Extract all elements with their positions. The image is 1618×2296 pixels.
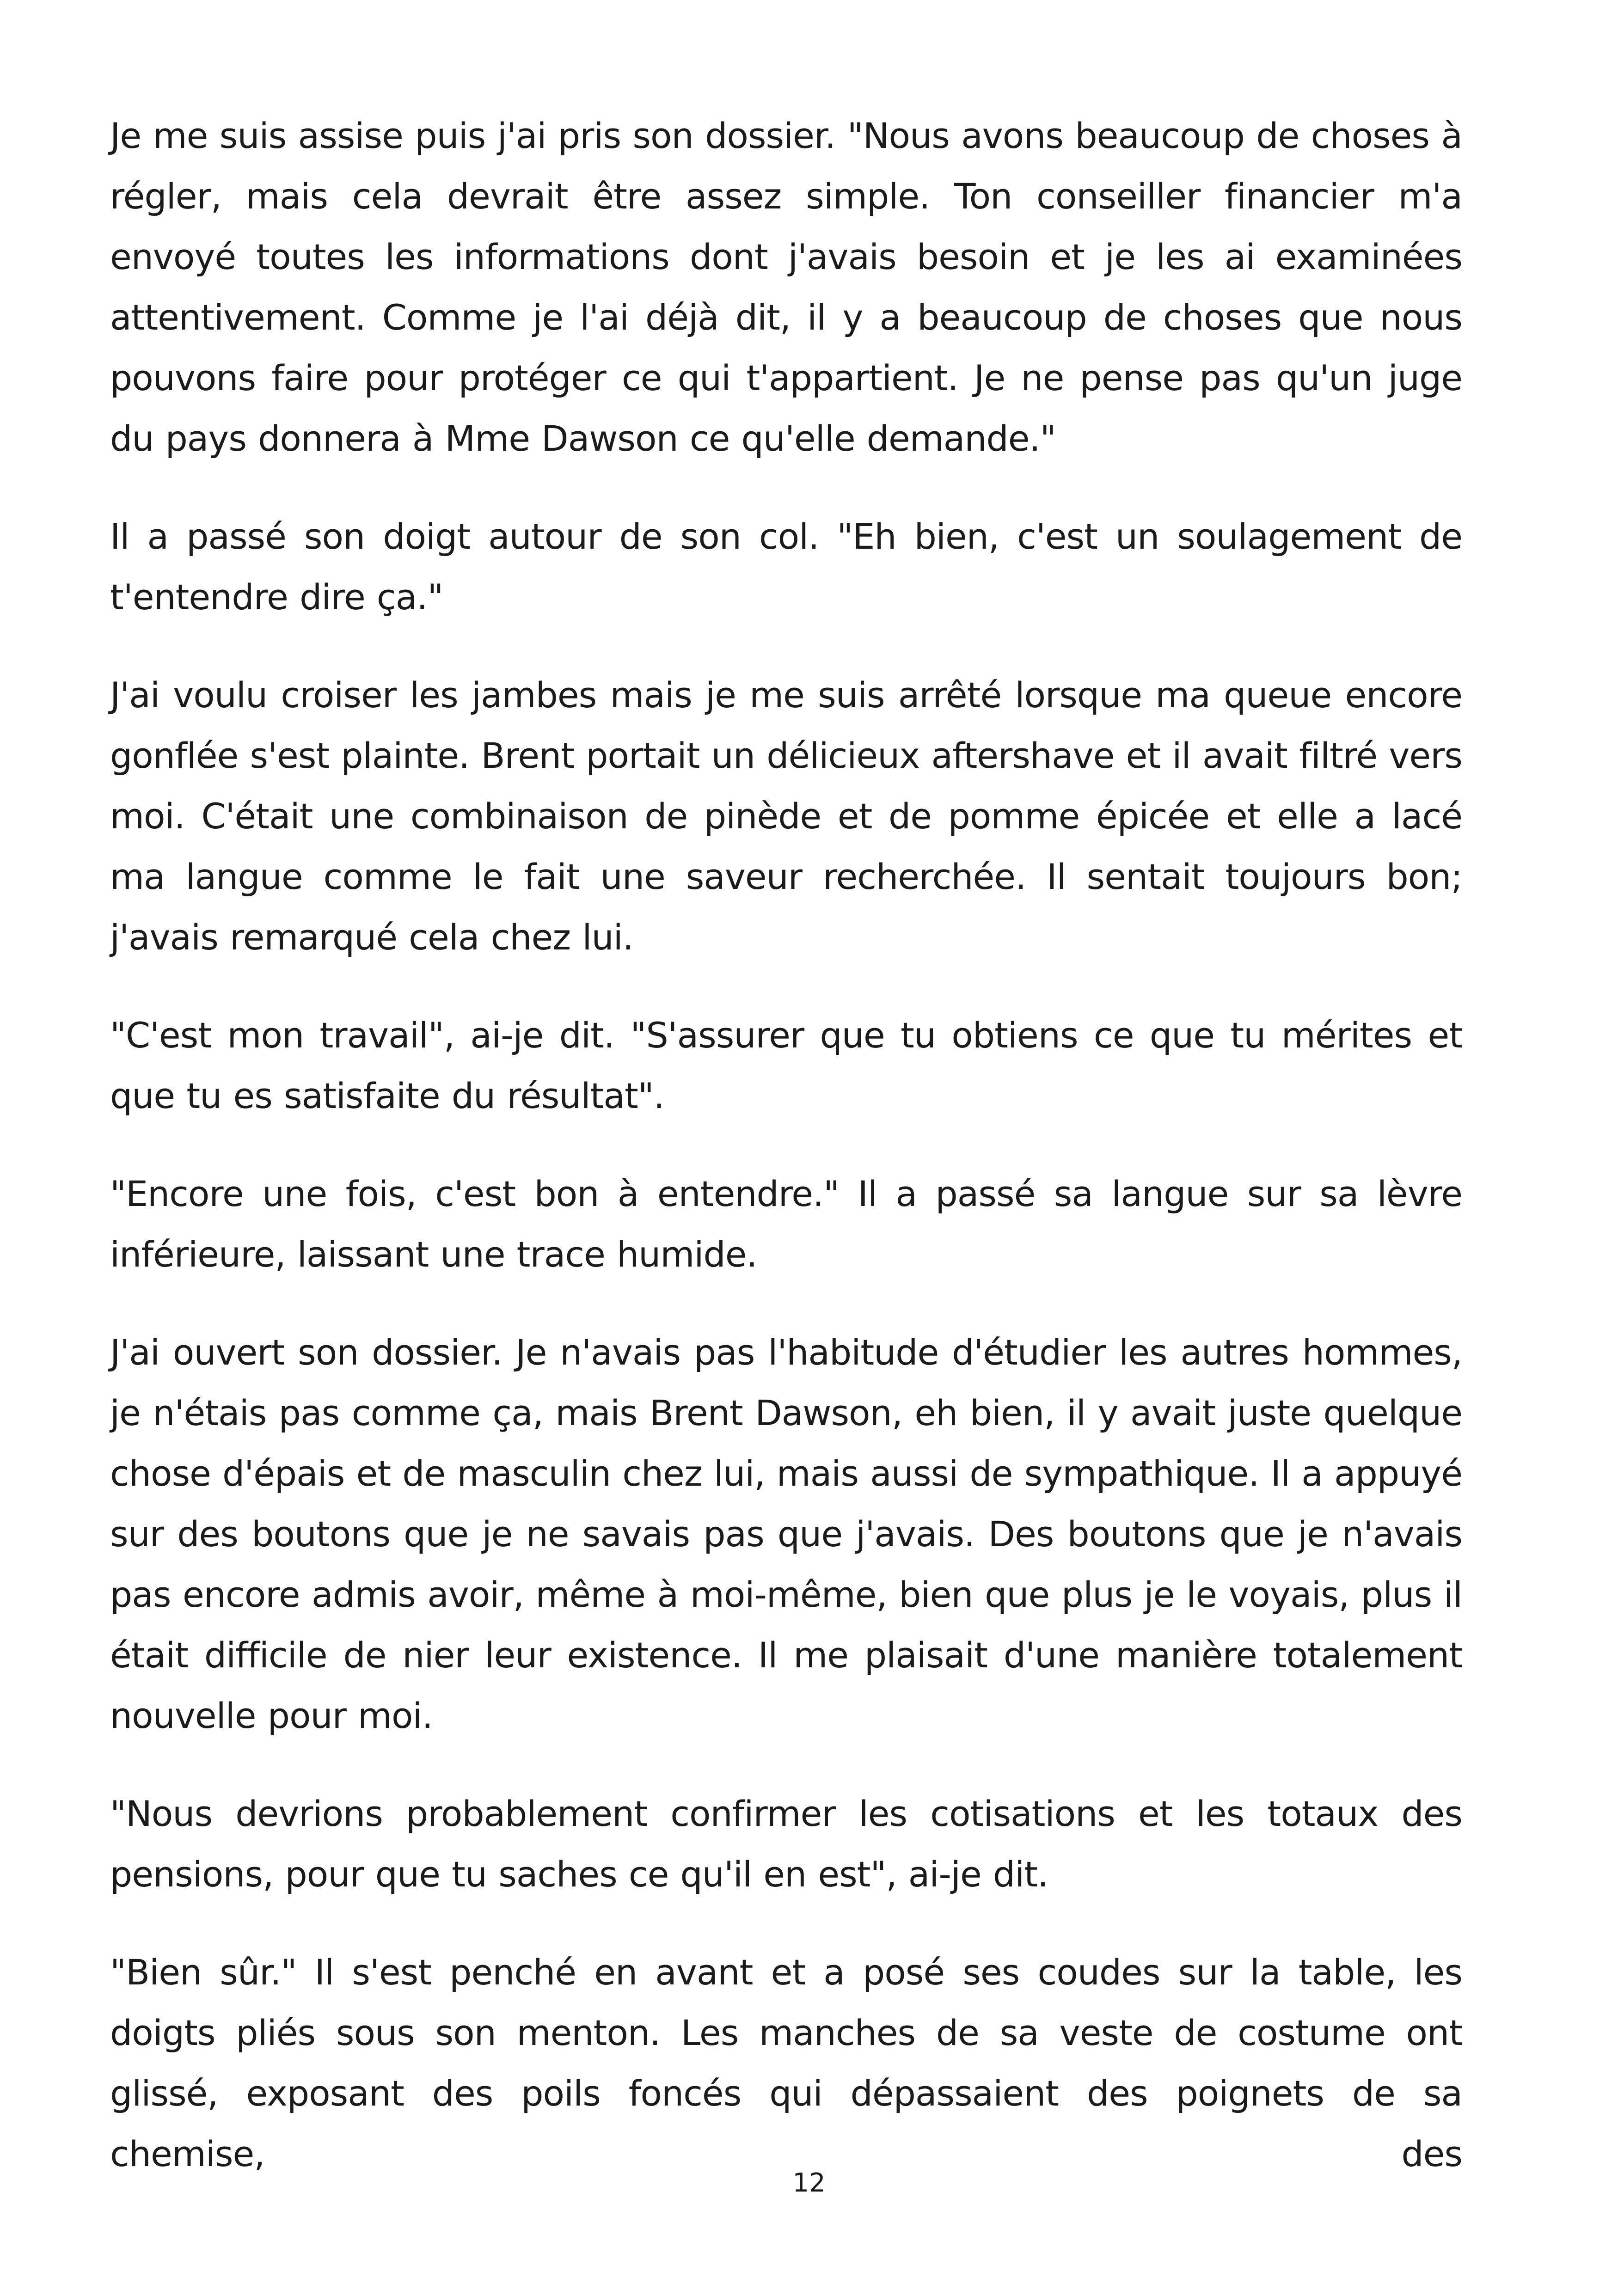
paragraph: "C'est mon travail", ai-je dit. "S'assurer que tu obtiens ce que tu mérites et que tu es satisfaite du résultat". [110,1015,1462,1116]
paragraph: "Nous devrions probablement confirmer les cotisations et les totaux des pensions, pour que tu saches ce qu'il en est", ai-je dit. [110,1793,1462,1895]
paragraph: Je me suis assise puis j'ai pris son dossier. "Nous avons beaucoup de choses à régler, mais cela devrait être assez simple. Ton conseiller financier m'a envoyé toutes les informations dont j'avais besoin et je les ai examinées attentivement. Comme je l'ai déjà dit, il y a beaucoup de choses que nous pouvons faire pour protéger ce qui t'appartient. Je ne pense pas qu'un juge du pays donnera à Mme Dawson ce qu'elle demande." [110,115,1462,459]
paragraph: "Encore une fois, c'est bon à entendre." Il a passé sa langue sur sa lèvre inférieure, laissant une trace humide. [110,1173,1462,1275]
paragraph: J'ai voulu croiser les jambes mais je me suis arrêté lorsque ma queue encore gonflée s'est plainte. Brent portait un délicieux aftershave et il avait filtré vers moi. C'était une combinaison de pinède et de pomme épicée et elle a lacé ma langue comme le fait une saveur recherchée. Il sentait toujours bon; j'avais remarqué cela chez lui. [110,674,1462,958]
paragraph: J'ai ouvert son dossier. Je n'avais pas l'habitude d'étudier les autres hommes, je n'étais pas comme ça, mais Brent Dawson, eh bien, il y avait juste quelque chose d'épais et de masculin chez lui, mais aussi de sympathique. Il a appuyé sur des boutons que je ne savais pas que j'avais. Des boutons que je n'avais pas encore admis avoir, même à moi-même, bien que plus je le voyais, plus il était difficile de nier leur existence. Il me plaisait d'une manière totalement nouvelle pour moi. [110,1332,1462,1736]
paragraph: Il a passé son doigt autour de son col. "Eh bien, c'est un soulagement de t'entendre dire ça." [110,516,1462,618]
paragraph-continued: "Bien sûr." Il s'est penché en avant et a posé ses coudes sur la table, les doigts pliés sous son menton. Les manches de sa veste de costume ont glissé, exposant des poils foncés qui dépassaient des poignets de sa chemise, des [110,1952,1462,2174]
body-text [110,105,1462,2184]
page-number: 12 [792,2168,826,2198]
